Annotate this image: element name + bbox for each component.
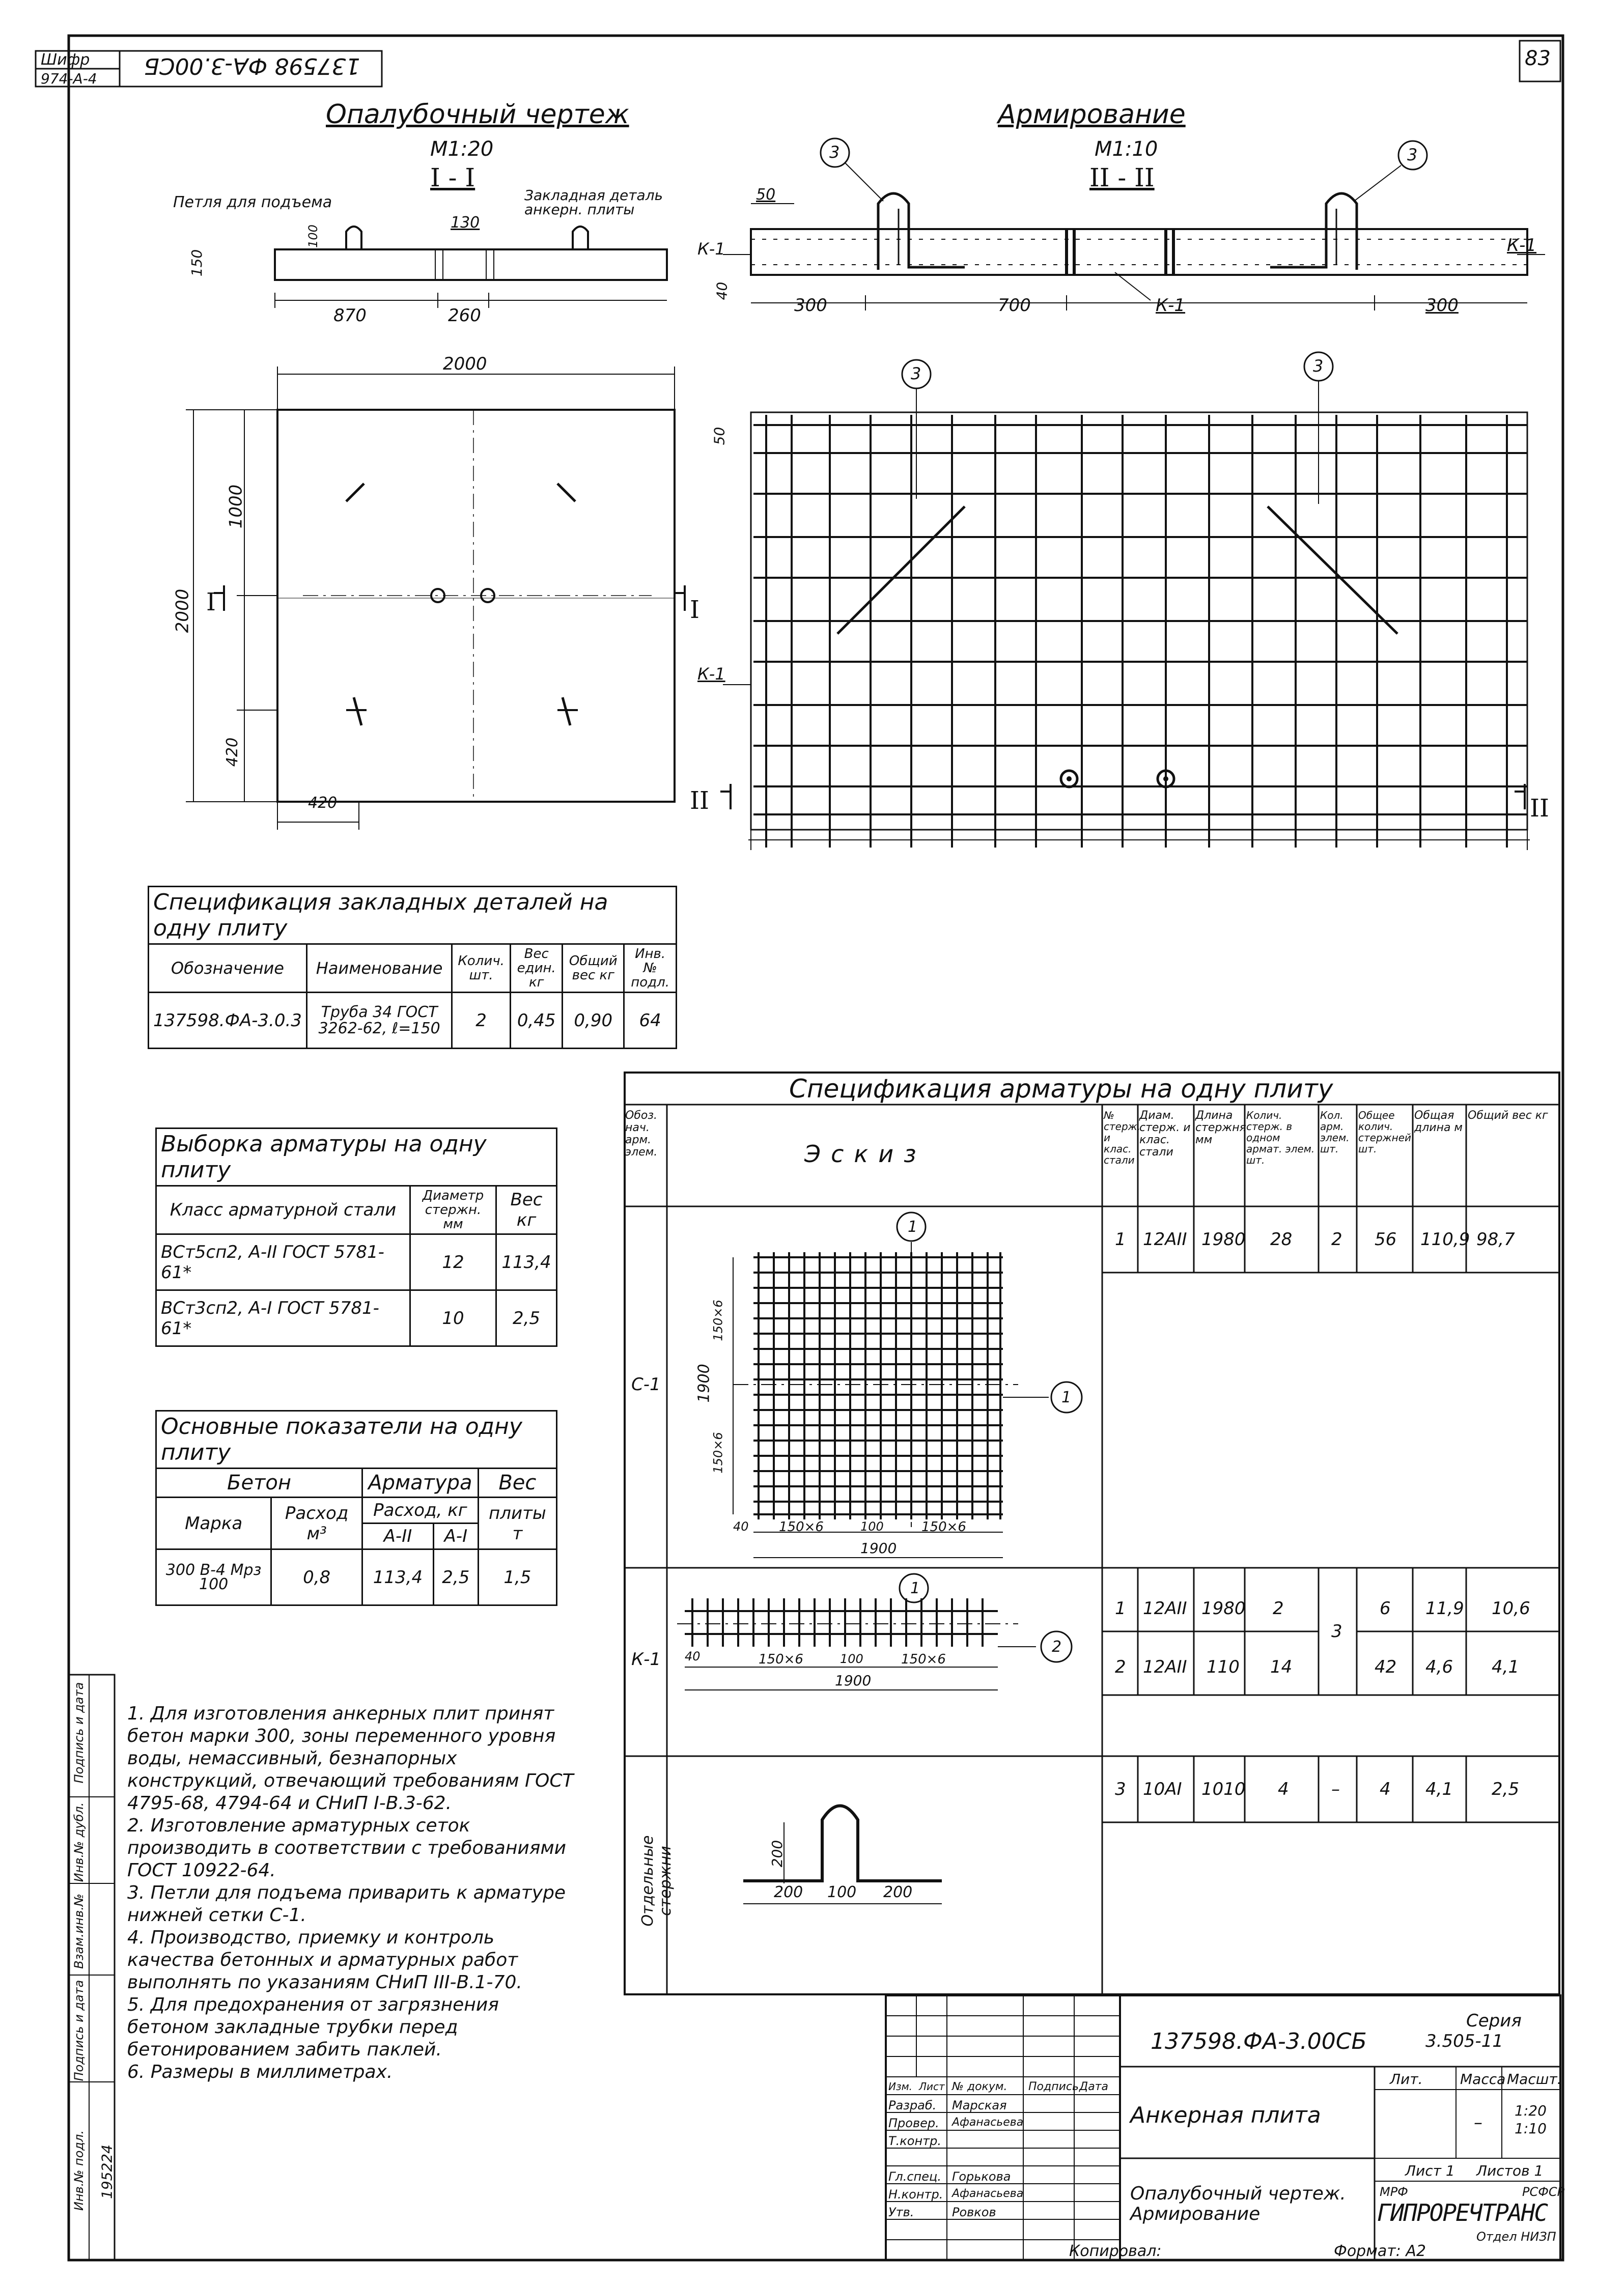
callout-3-a: 3 — [829, 143, 840, 162]
main-indicators-cell: 1,5 — [478, 1549, 556, 1605]
tb-role: Лист — [919, 2080, 945, 2093]
title-block-code: 137598.ФА-3.00СБ — [1151, 2028, 1367, 2054]
title-block-lit: Лит. — [1390, 2071, 1423, 2088]
side-strip-inv: 195224 — [98, 2145, 116, 2199]
sketch-k1-40: 40 — [685, 1649, 701, 1663]
dim-300-right: 300 — [1425, 295, 1459, 316]
rebar-selection-cell: 12 — [410, 1234, 496, 1290]
main-indicators-cell: 0,8 — [271, 1549, 362, 1605]
side-strip-label: Подпись и дата — [72, 1682, 86, 1784]
spec-cell: 56 — [1375, 1229, 1397, 1250]
side-strip-label: Инв.№ дубл. — [72, 1802, 86, 1882]
sketch-c1-40: 40 — [733, 1519, 749, 1534]
dim-870: 870 — [333, 305, 367, 326]
side-strip-label: Инв.№ подл. — [72, 2130, 86, 2211]
rebar-spec-header: Общее колич. стержней шт. — [1358, 1109, 1412, 1155]
tb-person-role: Провер. — [888, 2116, 939, 2130]
sketch-k1-callout-1: 1 — [910, 1580, 920, 1597]
cipher-value: 974-А-4 — [41, 70, 97, 87]
spec-cell: 98,7 — [1476, 1229, 1515, 1250]
embedded-spec-header: Обозначение — [149, 944, 307, 993]
tb-person-name: Ровков — [952, 2205, 996, 2219]
spec-cell: 4,1 — [1425, 1779, 1453, 1799]
side-strip-label: Подпись и дата — [72, 1980, 86, 2081]
sketch-bar3-200-l: 200 — [774, 1883, 803, 1901]
k1-plan-label: К-1 — [697, 664, 725, 684]
rebar-spec-header: Длина стержня мм — [1195, 1109, 1246, 1146]
embedded-spec-title: Спецификация закладных деталей на одну плиту — [149, 887, 677, 944]
dim-700: 700 — [998, 295, 1031, 316]
cut-mark-II-right: II — [1530, 794, 1549, 823]
rebar-spec-header: № стерж. и клас. стали — [1104, 1109, 1141, 1166]
spec-cell: 42 — [1375, 1657, 1397, 1677]
spec-cell: 10,6 — [1492, 1598, 1530, 1619]
k1-section-callout: К-1 — [1156, 295, 1186, 316]
dim-150: 150 — [188, 249, 206, 277]
rebar-selection-cell: 113,4 — [496, 1234, 557, 1290]
dim-420-bottom: 420 — [308, 794, 338, 812]
spec-cell: – — [1331, 1779, 1340, 1799]
main-indicators-header: Вес — [478, 1469, 556, 1498]
sketch-bar3-200-v: 200 — [769, 1840, 786, 1868]
tb-person-role: Утв. — [888, 2205, 914, 2219]
tb-role: Подпись — [1028, 2080, 1079, 2093]
title-block-sheets: Листов 1 — [1476, 2162, 1544, 2179]
spec-cell: 3 — [1115, 1779, 1126, 1799]
title-block-dept: Отдел НИЗП — [1476, 2230, 1556, 2244]
note-item: 3. Петли для подъема приварить к арматуре нижней сетки С-1. — [127, 1882, 566, 1926]
title-block-org-small-1: МРФ — [1380, 2185, 1408, 2199]
main-indicators-header: Арматура — [362, 1469, 479, 1498]
rebar-spec-header: Кол. арм. элем. шт. — [1320, 1109, 1350, 1155]
rebar-spec-header: Диам. стерж. и клас. стали — [1139, 1109, 1191, 1159]
title-block-sheet: Лист 1 — [1405, 2162, 1455, 2179]
title-block-org: ГИПРОРЕЧТРАНС — [1377, 2199, 1548, 2226]
spec-cell: 2 — [1273, 1598, 1284, 1619]
note-item: 1. Для изготовления анкерных плит принят бетон марки 300, зоны переменного уровня воды, немассивный, безнапорных конструкций, отвечающий требованиям ГОСТ 4795-68, 4794-64 и СНиП I-В.3-62. — [127, 1703, 574, 1814]
dim-300-left: 300 — [794, 295, 827, 316]
sketch-c1-150x6-h1: 150×6 — [779, 1519, 824, 1535]
reinforcement-title: Армирование — [998, 99, 1186, 130]
embedded-spec-cell: Труба 34 ГОСТ 3262-62, ℓ=150 — [306, 993, 452, 1049]
main-indicators-subheader: Марка — [156, 1498, 271, 1549]
title-block-series-label: Серия — [1466, 2011, 1522, 2031]
title-block-name: Анкерная плита — [1130, 2102, 1321, 2128]
dim-130: 130 — [451, 214, 480, 232]
title-block-mass: – — [1474, 2112, 1482, 2133]
dim-1000: 1000 — [226, 484, 246, 529]
tb-person-role: Н.контр. — [888, 2187, 943, 2202]
tb-person-name: Афанасьева — [952, 2116, 1024, 2129]
spec-cell: 2 — [1331, 1229, 1342, 1250]
sketch-k1-150x6-b: 150×6 — [901, 1652, 946, 1667]
sketch-k1-100: 100 — [840, 1652, 863, 1666]
spec-cell: 14 — [1270, 1657, 1293, 1677]
embedded-spec-header: Инв. № подл. — [624, 944, 677, 993]
spec-cell: 1 — [1115, 1598, 1126, 1619]
spec-cell: 11,9 — [1425, 1598, 1464, 1619]
spec-cell: 12АII — [1143, 1229, 1187, 1250]
format-label: Формат: А2 — [1334, 2242, 1426, 2260]
spec-cell: 4,6 — [1425, 1657, 1453, 1677]
spec-cell: 2,5 — [1492, 1779, 1520, 1799]
dim-2000-side: 2000 — [172, 588, 193, 633]
section-II-title: II - II — [1089, 163, 1155, 192]
dim-260: 260 — [448, 305, 481, 326]
copied-label: Копировал: — [1069, 2242, 1162, 2260]
rebar-spec-header: Общий вес кг — [1468, 1109, 1548, 1122]
embedded-part-label: Закладная деталь анкерн. плиты — [524, 187, 663, 218]
callout-3-c: 3 — [911, 364, 921, 383]
dim-2000-top: 2000 — [443, 354, 487, 374]
embedded-spec-cell: 0,45 — [511, 993, 563, 1049]
dim-50-section: 50 — [756, 186, 776, 204]
main-indicators-cell: 300 В-4 Мрз 100 — [156, 1549, 271, 1605]
cipher-label: Шифр — [41, 51, 90, 69]
title-block-scale-label: Масшт. — [1507, 2071, 1562, 2088]
embedded-spec-cell: 137598.ФА-3.0.3 — [149, 993, 307, 1049]
sketch-k1-callout-2: 2 — [1052, 1638, 1062, 1656]
embedded-spec-cell: 64 — [624, 993, 677, 1049]
sketch-k1-1900: 1900 — [835, 1672, 872, 1689]
embedded-spec-header: Общий вес кг — [563, 944, 624, 993]
title-block-org-small-2: РСФСР — [1522, 2185, 1565, 2199]
spec-cell: 10АI — [1143, 1779, 1182, 1799]
rebar-spec-header: Общая длина м — [1414, 1109, 1463, 1134]
sketch-c1-1900-v: 1900 — [695, 1364, 713, 1403]
note-item: 4. Производство, приемку и контроль качества бетонных и арматурных работ выполнять по указаниям СНиП III-В.1-70. — [127, 1927, 522, 1993]
rebar-selection-cell: ВСт5сп2, А-II ГОСТ 5781-61* — [156, 1234, 410, 1290]
spec-cell: 4 — [1380, 1779, 1391, 1799]
sketch-c1-1900-h: 1900 — [860, 1540, 897, 1557]
spec-cell: 1010 — [1201, 1779, 1246, 1799]
main-indicators-subheader: А-I — [433, 1524, 478, 1549]
dim-420-side: 420 — [223, 737, 242, 767]
note-item: 2. Изготовление арматурных сеток производить в соответствии с требованиями ГОСТ 10922-64. — [127, 1815, 566, 1881]
dim-40: 40 — [713, 281, 731, 300]
sketch-c1-150x6-v2: 150×6 — [711, 1432, 725, 1474]
rebar-spec-title: Спецификация арматуры на одну плиту — [789, 1074, 1333, 1104]
tb-person-role: Разраб. — [888, 2098, 937, 2112]
note-item: 6. Размеры в миллиметрах. — [127, 2062, 393, 2082]
rotated-code: 137598 ФА-3.00СБ — [144, 53, 360, 79]
k1-left-section: К-1 — [697, 239, 725, 259]
rebar-selection-title: Выборка арматуры на одну плиту — [156, 1129, 557, 1186]
side-strip-label: Взам.инв.№ — [72, 1894, 86, 1969]
spec-cell: 3 — [1331, 1621, 1342, 1642]
lift-loop-label: Петля для подъема — [173, 193, 332, 211]
rebar-spec-header: Эскиз — [804, 1140, 927, 1168]
sketch-c1-100: 100 — [860, 1519, 884, 1534]
spec-group-k1: К-1 — [631, 1649, 661, 1670]
main-indicators-subheader: Расход, кг — [362, 1498, 479, 1524]
sketch-c1-150x6-h2: 150×6 — [921, 1519, 966, 1535]
title-block-mass-label: Масса — [1460, 2071, 1506, 2088]
tb-person-role: Т.контр. — [888, 2134, 942, 2148]
spec-cell: 4 — [1278, 1779, 1289, 1799]
embedded-spec-header: Наименование — [306, 944, 452, 993]
main-indicators-header: Бетон — [156, 1469, 362, 1498]
spec-cell: 6 — [1380, 1598, 1391, 1619]
dim-50-plan: 50 — [711, 427, 728, 445]
main-indicators-cell: 2,5 — [433, 1549, 478, 1605]
spec-cell: 12АII — [1143, 1657, 1187, 1677]
title-block-series: 3.505-11 — [1425, 2031, 1503, 2051]
rebar-selection-cell: 2,5 — [496, 1290, 557, 1346]
spec-cell: 1980 — [1201, 1598, 1246, 1619]
title-block-scale-1: 1:20 — [1515, 2102, 1547, 2119]
rebar-selection-cell: 10 — [410, 1290, 496, 1346]
spec-cell: 1 — [1115, 1229, 1126, 1250]
main-indicators-title: Основные показатели на одну плиту — [156, 1411, 557, 1469]
spec-cell: 110,9 — [1420, 1229, 1470, 1250]
note-item: 5. Для предохранения от загрязнения бетоном закладные трубки перед бетонированием забить паклей. — [127, 1994, 499, 2060]
sketch-bar3-100: 100 — [827, 1883, 857, 1901]
embedded-spec-cell: 0,90 — [563, 993, 624, 1049]
spec-group-separate: Отдельные стержни — [639, 1835, 675, 1927]
notes — [127, 1703, 585, 2083]
cut-mark-left: I — [206, 588, 216, 616]
reinforcement-scale: М1:10 — [1095, 137, 1158, 161]
main-indicators-subheader: А-II — [362, 1524, 434, 1549]
cut-mark-right: I — [690, 596, 699, 624]
k1-right-section: К-1 — [1507, 235, 1537, 256]
rebar-spec-header: Колич. стерж. в одном армат. элем. шт. — [1246, 1109, 1315, 1166]
embedded-spec-header: Вес един. кг — [511, 944, 563, 993]
spec-cell: 2 — [1115, 1657, 1126, 1677]
tb-person-role: Гл.спец. — [888, 2169, 941, 2184]
main-indicators-subheader: плиты т — [478, 1498, 556, 1549]
sketch-callout-1b: 1 — [1061, 1389, 1072, 1406]
sketch-c1-150x6-v1: 150×6 — [711, 1300, 725, 1341]
spec-cell: 28 — [1270, 1229, 1293, 1250]
formwork-scale: М1:20 — [430, 137, 494, 161]
rebar-selection-header: Класс арматурной стали — [156, 1186, 410, 1234]
sketch-callout-1: 1 — [908, 1218, 918, 1236]
formwork-title: Опалубочный чертеж — [326, 99, 629, 130]
tb-person-name: Горькова — [952, 2169, 1011, 2184]
rebar-spec-header: Обоз. нач. арм. элем. — [625, 1109, 658, 1159]
tb-role: Дата — [1079, 2080, 1108, 2093]
spec-group-c1: С-1 — [631, 1374, 661, 1395]
rebar-selection-header: Вес кг — [496, 1186, 557, 1234]
dim-100: 100 — [305, 224, 320, 248]
spec-cell: 4,1 — [1492, 1657, 1520, 1677]
sketch-k1-150x6-a: 150×6 — [759, 1652, 803, 1667]
tb-role: № докум. — [952, 2080, 1007, 2093]
tb-role: Изм. — [888, 2080, 913, 2093]
tb-person-name: Афанасьева — [952, 2187, 1024, 2200]
main-indicators-cell: 113,4 — [362, 1549, 434, 1605]
page-number: 83 — [1525, 47, 1551, 70]
callout-3-b: 3 — [1407, 145, 1418, 164]
rebar-selection-cell: ВСт3сп2, А-I ГОСТ 5781-61* — [156, 1290, 410, 1346]
embedded-spec-header: Колич. шт. — [452, 944, 511, 993]
section-I-title: I - I — [430, 163, 475, 192]
title-block-scale-2: 1:10 — [1515, 2120, 1547, 2137]
tb-person-name: Марская — [952, 2098, 1007, 2112]
callout-3-d: 3 — [1313, 356, 1324, 376]
embedded-spec-cell: 2 — [452, 993, 511, 1049]
spec-cell: 1980 — [1201, 1229, 1246, 1250]
spec-cell: 110 — [1207, 1657, 1240, 1677]
main-indicators-subheader: Расход м³ — [271, 1498, 362, 1549]
spec-cell: 12АII — [1143, 1598, 1187, 1619]
sketch-bar3-200-r: 200 — [883, 1883, 913, 1901]
rebar-selection-header: Диаметр стержн. мм — [410, 1186, 496, 1234]
title-block-subtitle: Опалубочный чертеж. Армирование — [1130, 2183, 1346, 2224]
cut-mark-II-left: II — [690, 786, 709, 815]
